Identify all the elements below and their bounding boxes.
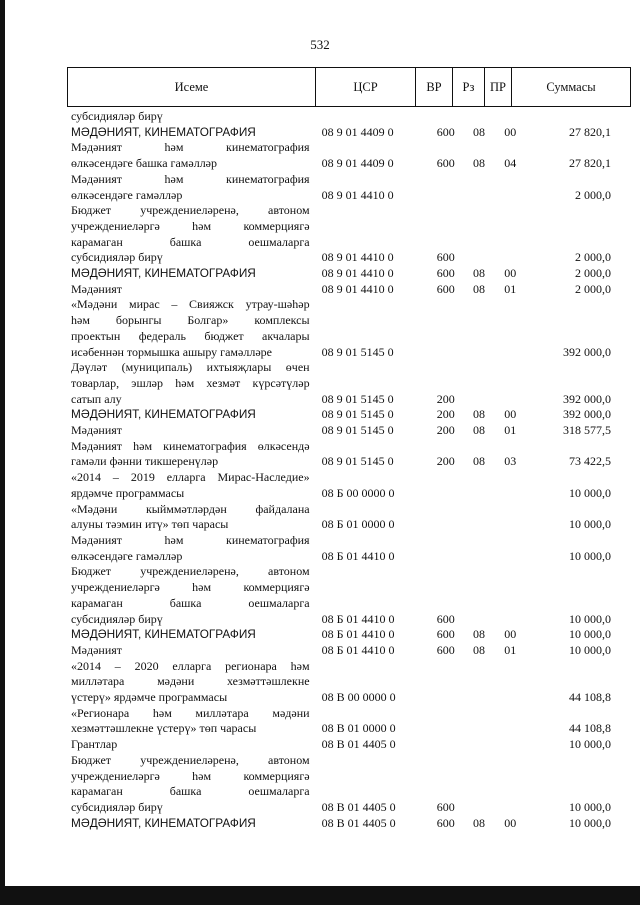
row-name-line: МӘДӘНИЯТ, КИНЕМАТОГРАФИЯ xyxy=(71,627,256,642)
row-sum: 10 000,0 xyxy=(569,485,612,500)
col-sum-header: Суммасы xyxy=(546,80,596,94)
table-row xyxy=(71,172,611,203)
col-vr-header: ВР xyxy=(416,68,453,106)
row-vr: 600 xyxy=(436,642,455,657)
row-name-line: Мәдәният xyxy=(71,423,123,438)
row-csr: 08 В 01 4405 0 xyxy=(321,799,396,814)
row-sum: 10 000,0 xyxy=(569,799,612,814)
row-name-line: сатып алу xyxy=(71,391,122,406)
table-row xyxy=(71,203,611,266)
table-row xyxy=(71,533,611,564)
row-sum: 10 000,0 xyxy=(569,548,612,563)
row-csr: 08 Б 01 4410 0 xyxy=(321,627,395,642)
page-number: 532 xyxy=(310,37,330,52)
row-name xyxy=(71,753,310,816)
row-csr: 08 В 01 4405 0 xyxy=(321,737,396,752)
row-sum: 27 820,1 xyxy=(569,124,612,139)
row-name-line: МӘДӘНИЯТ, КИНЕМАТОГРАФИЯ xyxy=(71,815,256,830)
row-rz: 08 xyxy=(473,454,486,469)
row-csr: 08 Б 01 4410 0 xyxy=(321,642,395,657)
row-name-line: Мәдәният һәм кинематография xyxy=(71,171,310,186)
row-name-line: карамаган башка оешмаларга xyxy=(71,784,310,799)
table-row xyxy=(71,753,611,816)
table-row xyxy=(71,140,611,171)
table-row xyxy=(71,125,611,141)
row-pr: 03 xyxy=(504,454,517,469)
row-vr: 600 xyxy=(436,281,455,296)
row-sum: 10 000,0 xyxy=(569,737,612,752)
table-row xyxy=(71,297,611,360)
row-sum: 318 577,5 xyxy=(563,423,612,438)
row-sum: 73 422,5 xyxy=(569,454,612,469)
row-rz: 08 xyxy=(473,642,486,657)
row-name-line: исәбеннән тормышка ашыру гамәлләре xyxy=(71,344,272,359)
row-name xyxy=(71,172,310,203)
table-row xyxy=(71,737,611,753)
row-name xyxy=(71,407,310,423)
row-name xyxy=(71,564,310,627)
row-rz: 08 xyxy=(473,281,486,296)
row-rz: 08 xyxy=(473,815,486,830)
row-sum: 392 000,0 xyxy=(563,344,612,359)
row-name-line: «Мәдәни кыйммәтләрдән файдалана xyxy=(71,501,310,516)
table-body xyxy=(71,109,611,831)
row-vr: 600 xyxy=(436,250,455,265)
row-pr: 00 xyxy=(504,266,517,281)
row-name-line: карамаган башка оешмаларга xyxy=(71,234,310,249)
row-pr: 00 xyxy=(504,407,517,422)
row-csr: 08 9 01 4409 0 xyxy=(321,124,394,139)
row-rz: 08 xyxy=(473,156,486,171)
row-name-line: МӘДӘНИЯТ, КИНЕМАТОГРАФИЯ xyxy=(71,124,256,139)
row-pr: 01 xyxy=(504,281,517,296)
row-pr: 01 xyxy=(504,423,517,438)
row-csr: 08 В 01 4405 0 xyxy=(321,815,396,830)
row-name-line: Бюджет учреждениеләренә, автоном xyxy=(71,203,310,218)
row-name xyxy=(71,470,310,501)
row-name-line: проектын федераль бюджет акчалары xyxy=(71,328,310,343)
row-name-line: алуны тәэмин итү» төп чарасы xyxy=(71,517,229,532)
row-name-line: Мәдәният xyxy=(71,281,123,296)
row-sum: 10 000,0 xyxy=(569,642,612,657)
row-vr: 600 xyxy=(436,266,455,281)
row-sum: 392 000,0 xyxy=(563,391,612,406)
row-name xyxy=(71,282,310,298)
row-sum: 2 000,0 xyxy=(575,266,612,281)
table-header xyxy=(67,67,631,107)
row-vr: 600 xyxy=(436,156,455,171)
row-pr: 04 xyxy=(504,156,517,171)
row-name-line: учреждениеләргә һәм коммерциягә xyxy=(71,768,310,783)
col-name-header: Исеме xyxy=(68,68,316,106)
row-name-line: Мәдәният xyxy=(71,642,123,657)
row-name xyxy=(71,360,310,407)
row-name xyxy=(71,533,310,564)
row-csr: 08 В 01 0000 0 xyxy=(321,721,396,736)
row-name-line: милләтара мәдәни хезмәттәшлекне xyxy=(71,674,310,689)
row-sum: 44 108,8 xyxy=(569,721,612,736)
row-csr: 08 Б 00 0000 0 xyxy=(321,485,395,500)
row-name xyxy=(71,502,310,533)
row-sum: 392 000,0 xyxy=(563,407,612,422)
table-row xyxy=(71,470,611,501)
col-csr-header: ЦСР xyxy=(316,68,416,106)
row-sum: 2 000,0 xyxy=(575,281,612,296)
row-name xyxy=(71,423,310,439)
table-row xyxy=(71,360,611,407)
row-name-line: товарлар, эшләр һәм хезмәт күрсәтүләр xyxy=(71,375,310,390)
row-csr: 08 9 01 5145 0 xyxy=(321,344,394,359)
row-name-line: учреждениеләргә һәм коммерциягә xyxy=(71,580,310,595)
table-row xyxy=(71,439,611,470)
scan-edge-left xyxy=(0,0,5,905)
row-name-line: Мәдәният һәм кинематография xyxy=(71,140,310,155)
row-rz: 08 xyxy=(473,124,486,139)
row-name-line: өлкәсендәге башка гамәлләр xyxy=(71,156,218,171)
row-pr: 00 xyxy=(504,124,517,139)
row-name-line: субсидияләр бирү xyxy=(71,250,163,265)
row-name-line: «2014 – 2020 елларга регионара һәм xyxy=(71,658,310,673)
row-name xyxy=(71,297,310,360)
row-rz: 08 xyxy=(473,627,486,642)
row-name xyxy=(71,737,310,753)
row-name xyxy=(71,125,310,141)
table-row xyxy=(71,502,611,533)
row-name-line: гамәли фәнни тикшеренүләр xyxy=(71,454,219,469)
row-csr: 08 9 01 5145 0 xyxy=(321,391,394,406)
row-name-line: Дәүләт (муниципаль) ихтыяҗлары өчен xyxy=(71,360,310,375)
row-vr: 600 xyxy=(436,611,455,626)
table-row xyxy=(71,407,611,423)
table-row xyxy=(71,706,611,737)
row-pr: 01 xyxy=(504,642,517,657)
table-row xyxy=(71,659,611,706)
row-csr: 08 Б 01 4410 0 xyxy=(321,548,395,563)
row-csr: 08 9 01 4410 0 xyxy=(321,266,394,281)
row-name xyxy=(71,706,310,737)
col-pr-header: ПР xyxy=(485,68,512,106)
row-name-line: өлкәсендәге гамәлләр xyxy=(71,187,183,202)
row-name xyxy=(71,816,310,832)
row-name-line: МӘДӘНИЯТ, КИНЕМАТОГРАФИЯ xyxy=(71,407,256,422)
scan-edge-bottom xyxy=(0,886,640,905)
row-name xyxy=(71,643,310,659)
row-name-line: үстерү» ярдәмче программасы xyxy=(71,690,228,705)
row-name-line: учреждениеләргә һәм коммерциягә xyxy=(71,218,310,233)
row-csr: 08 9 01 5145 0 xyxy=(321,407,394,422)
row-vr: 200 xyxy=(436,407,455,422)
row-name-line: Бюджет учреждениеләренә, автоном xyxy=(71,564,310,579)
row-name-line: субсидияләр бирү xyxy=(71,611,163,626)
row-sum: 2 000,0 xyxy=(575,187,612,202)
row-name-line: ярдәмче программасы xyxy=(71,485,185,500)
table-row xyxy=(71,643,611,659)
row-name-line: «Мәдәни мирас – Свияжск утрау-шәһәр xyxy=(71,297,310,312)
row-rz: 08 xyxy=(473,423,486,438)
row-vr: 600 xyxy=(436,815,455,830)
row-csr: 08 В 00 0000 0 xyxy=(321,690,396,705)
row-name xyxy=(71,659,310,706)
row-csr: 08 9 01 4410 0 xyxy=(321,187,394,202)
table-row xyxy=(71,627,611,643)
row-name xyxy=(71,109,310,125)
row-name-line: субсидияләр бирү xyxy=(71,109,163,123)
row-name xyxy=(71,203,310,266)
row-name-line: карамаган башка оешмаларга xyxy=(71,595,310,610)
row-name-line: Грантлар xyxy=(71,737,118,752)
table-row xyxy=(71,816,611,832)
row-rz: 08 xyxy=(473,266,486,281)
row-name-line: «Регионара һәм милләтара мәдәни xyxy=(71,705,310,720)
row-csr: 08 9 01 4410 0 xyxy=(321,281,394,296)
row-vr: 600 xyxy=(436,799,455,814)
row-sum: 10 000,0 xyxy=(569,627,612,642)
col-rz-header: Рз xyxy=(453,68,485,106)
row-name-line: Мәдәният һәм кинематография xyxy=(71,532,310,547)
row-sum: 44 108,8 xyxy=(569,690,612,705)
row-name xyxy=(71,439,310,470)
row-vr: 200 xyxy=(436,454,455,469)
row-name-line: Мәдәният һәм кинематография өлкәсендә xyxy=(71,438,310,453)
row-sum: 27 820,1 xyxy=(569,156,612,171)
row-vr: 600 xyxy=(436,124,455,139)
row-name-line: Бюджет учреждениеләренә, автоном xyxy=(71,752,310,767)
table-row xyxy=(71,109,611,125)
row-name-line: «2014 – 2019 елларга Мирас-Наследие» xyxy=(71,470,310,485)
row-csr: 08 9 01 5145 0 xyxy=(321,423,394,438)
row-csr: 08 Б 01 0000 0 xyxy=(321,517,395,532)
row-sum: 10 000,0 xyxy=(569,815,612,830)
table-row xyxy=(71,564,611,627)
row-sum: 10 000,0 xyxy=(569,611,612,626)
row-name xyxy=(71,140,310,171)
row-name-line: МӘДӘНИЯТ, КИНЕМАТОГРАФИЯ xyxy=(71,266,256,281)
table-row xyxy=(71,266,611,282)
row-name xyxy=(71,627,310,643)
table-row xyxy=(71,282,611,298)
row-csr: 08 9 01 4410 0 xyxy=(321,250,394,265)
row-csr: 08 Б 01 4410 0 xyxy=(321,611,395,626)
row-pr: 00 xyxy=(504,815,517,830)
row-name-line: өлкәсендәге гамәлләр xyxy=(71,548,183,563)
row-csr: 08 9 01 5145 0 xyxy=(321,454,394,469)
row-vr: 200 xyxy=(436,423,455,438)
row-name-line: һәм борынгы Болгар» комплексы xyxy=(71,313,310,328)
table-row xyxy=(71,423,611,439)
row-csr: 08 9 01 4409 0 xyxy=(321,156,394,171)
row-name-line: субсидияләр бирү xyxy=(71,799,163,814)
row-vr: 200 xyxy=(436,391,455,406)
row-sum: 10 000,0 xyxy=(569,517,612,532)
row-pr: 00 xyxy=(504,627,517,642)
row-rz: 08 xyxy=(473,407,486,422)
row-sum: 2 000,0 xyxy=(575,250,612,265)
row-name xyxy=(71,266,310,282)
row-name-line: хезмәттәшлекне үстерү» төп чарасы xyxy=(71,721,257,736)
row-vr: 600 xyxy=(436,627,455,642)
